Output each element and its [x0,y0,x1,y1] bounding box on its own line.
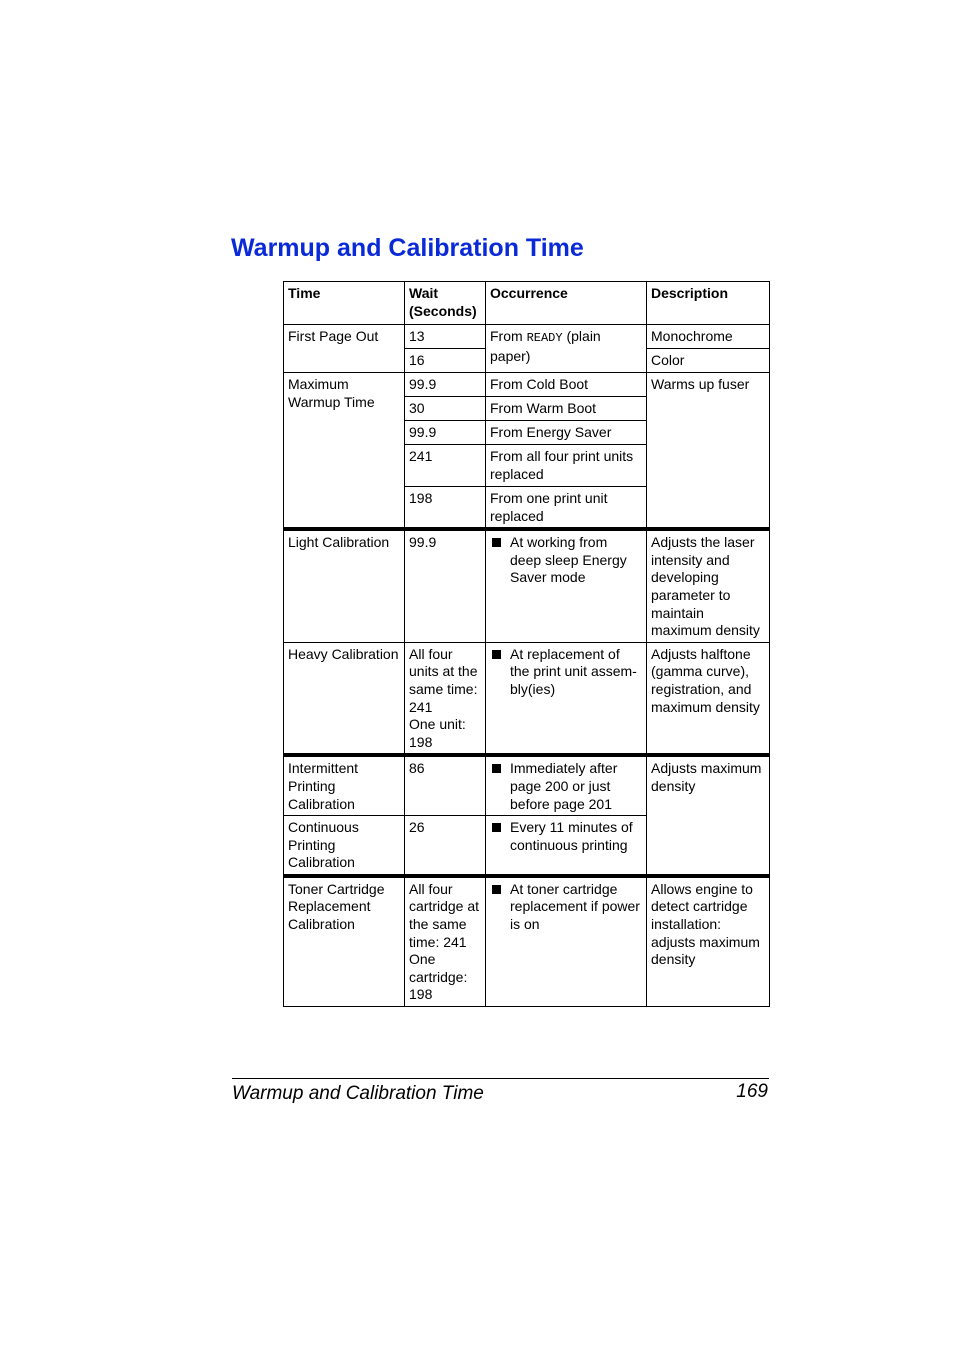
cell-wait: 99.9 [405,421,486,445]
table-row [284,529,770,642]
table-row [284,373,770,397]
cell-occurrence [486,876,647,1007]
bullet-square-icon [492,538,501,547]
cell-description: Warms up fuser [647,373,770,530]
cell-time: Maximum Warmup Time [284,373,405,530]
page-number: 169 [736,1081,768,1102]
bullet-square-icon [492,885,501,894]
header-occurrence: Occurrence [486,282,647,325]
cell-occurrence: From Energy Saver [486,421,647,445]
cell-description: Allows engine to detect cartridge installation: adjusts maximum density [647,876,770,1007]
warmup-calibration-table [283,281,770,1007]
wait-line: 241 [409,698,433,715]
cell-wait: 86 [405,755,486,815]
cell-time: Light Calibration [284,529,405,642]
cell-wait [405,876,486,1007]
cell-time: Toner Cartridge Replacement Calibration [284,876,405,1007]
cell-wait: 198 [405,487,486,530]
wait-line: All four cartridge at the same time: 241 [409,880,480,950]
cell-description: Monochrome [647,325,770,349]
occurrence-text: At working from deep sleep Energy Saver mode [510,534,627,586]
cell-description: Adjusts halftone (gamma curve), registration, and maximum density [647,642,770,755]
table-header-row [284,282,770,325]
header-wait [405,282,486,325]
table-row [284,325,770,349]
wait-line: 198 [409,733,433,750]
cell-occurrence: From Warm Boot [486,397,647,421]
ready-code: READY [526,331,563,345]
wait-line: One unit: [409,716,466,733]
cell-occurrence: From Cold Boot [486,373,647,397]
cell-description: Color [647,349,770,373]
footer-title: Warmup and Calibration Time [232,1083,484,1104]
wait-line: All four units at the same time: [409,645,478,697]
cell-wait: 241 [405,445,486,487]
cell-occurrence [486,755,647,815]
cell-occurrence [486,642,647,755]
cell-occurrence: From one print unit replaced [486,487,647,530]
cell-time: First Page Out [284,325,405,373]
cell-wait [405,642,486,755]
cell-wait: 99.9 [405,529,486,642]
cell-occurrence [486,529,647,642]
cell-time: Continuous Printing Calibration [284,816,405,876]
occurrence-text: At toner cartridge replacement if power is on [510,880,640,933]
bullet-square-icon [492,764,501,773]
header-time: Time [284,282,405,325]
header-description: Description [647,282,770,325]
cell-description: Adjusts maximum density [647,755,770,876]
cell-wait: 30 [405,397,486,421]
cell-occurrence: From all four print units replaced [486,445,647,487]
page-title: Warmup and Calibration Time [231,234,584,262]
occurrence-text: At replacement of the print unit assem-bly(ies) [510,645,637,697]
cell-wait: 99.9 [405,373,486,397]
cell-occurrence [486,816,647,876]
cell-wait: 13 [405,325,486,349]
cell-occurrence [486,325,647,373]
wait-line: One cartridge: 198 [409,951,468,1003]
header-wait-line1: Wait [409,285,439,301]
table-row [284,755,770,815]
header-wait-line2: (Seconds) [409,302,477,319]
cell-wait: 16 [405,349,486,373]
cell-time: Intermittent Printing Calibration [284,755,405,815]
table-row [284,642,770,755]
bullet-square-icon [492,650,501,659]
occurrence-prefix: From [490,328,527,344]
footer-divider [232,1078,769,1079]
cell-wait: 26 [405,816,486,876]
cell-description: Adjusts the laser intensity and developing parameter to maintain maximum density [647,529,770,642]
occurrence-suffix: (plain paper) [490,328,601,364]
occurrence-text: Immediately after page 200 or just before page 201 [510,760,618,812]
bullet-square-icon [492,823,501,832]
cell-time: Heavy Calibration [284,642,405,755]
occurrence-text: Every 11 minutes of continuous printing [510,819,633,853]
table-row [284,876,770,1007]
